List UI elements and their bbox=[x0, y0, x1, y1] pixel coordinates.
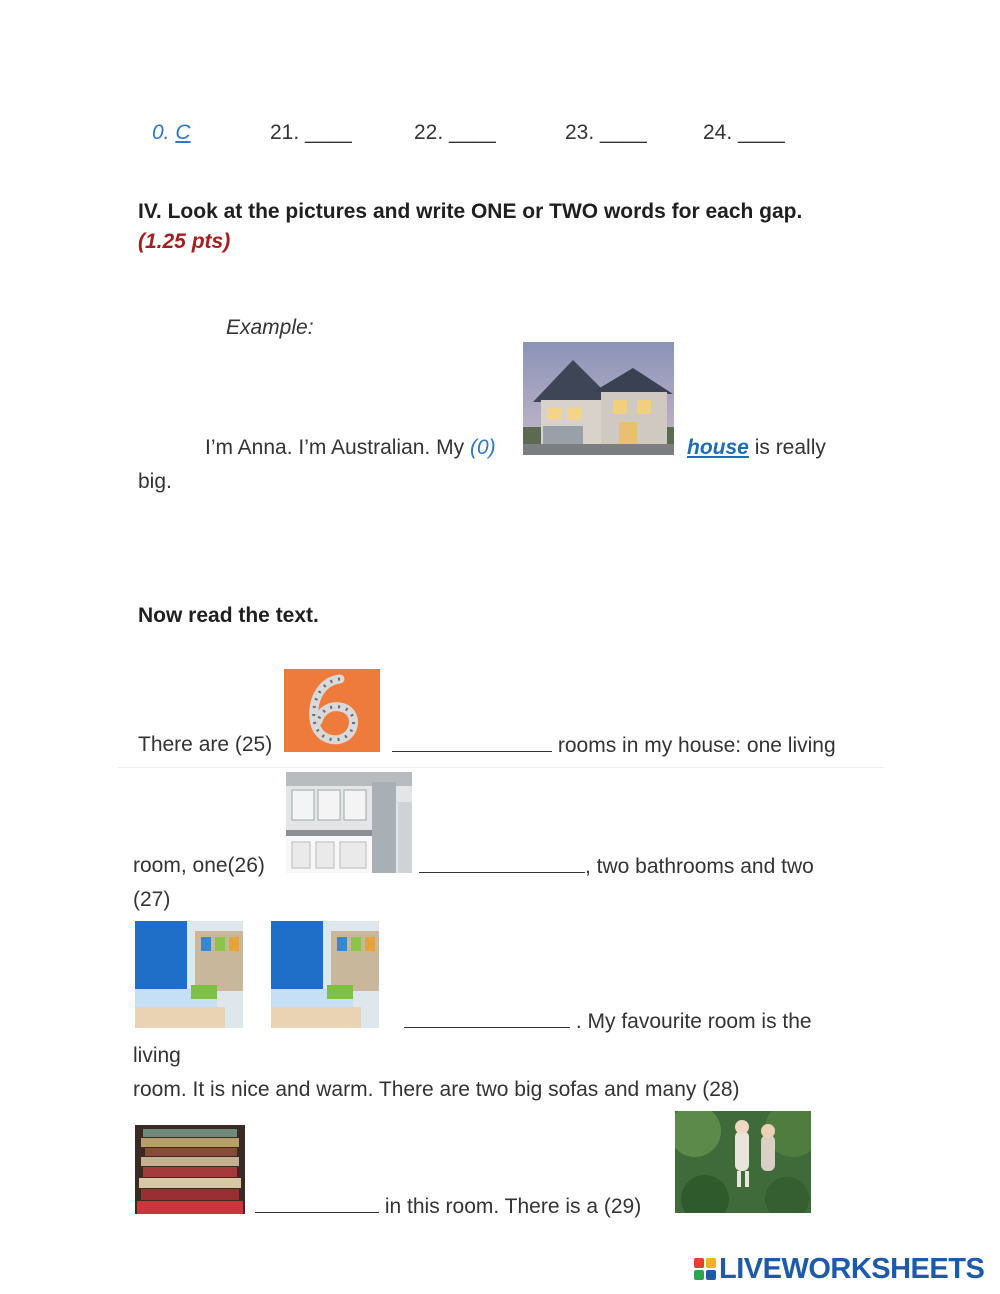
example-line-start: I’m Anna. I’m Australian. My bbox=[205, 436, 465, 459]
house-photo bbox=[523, 342, 674, 455]
number-six-picture bbox=[284, 669, 380, 752]
liveworksheets-logo bbox=[694, 1253, 984, 1285]
example-answer bbox=[152, 121, 191, 145]
section-points: (1.25 pts) bbox=[138, 230, 231, 253]
text-line-25-end bbox=[392, 733, 836, 758]
text-line-25-tail: rooms in my house: one living bbox=[557, 734, 836, 757]
example-line-end: is really bbox=[754, 436, 826, 459]
answer-slot-21[interactable]: 21. ____ bbox=[270, 121, 352, 144]
text-line-26-end bbox=[419, 854, 814, 879]
example-answer-letter: C bbox=[175, 121, 191, 144]
example-answer-text: 0. C bbox=[152, 121, 191, 144]
text-line-26-tail: , two bathrooms and two bbox=[585, 855, 814, 878]
text-line-29 bbox=[255, 1194, 641, 1219]
divider bbox=[118, 767, 884, 768]
example-label: Example: bbox=[226, 316, 314, 339]
text-line-28: room. It is nice and warm. There are two big sofas and many (28) bbox=[133, 1078, 740, 1101]
section-heading: IV. Look at the pictures and write ONE or TWO words for each gap. bbox=[138, 200, 803, 223]
example-wrap: big. bbox=[138, 470, 172, 493]
example-line-right bbox=[687, 436, 826, 460]
gap-27[interactable] bbox=[404, 1009, 570, 1028]
text-line-27-tail: . My favourite room is the bbox=[575, 1010, 812, 1033]
books-photo bbox=[135, 1125, 245, 1214]
bedroom-photo bbox=[135, 921, 243, 1028]
text-line-living: living bbox=[133, 1044, 181, 1067]
bedroom-photo bbox=[271, 921, 379, 1028]
brand-name: LIVEWORKSHEETS bbox=[719, 1252, 985, 1285]
garden-photo bbox=[675, 1111, 811, 1213]
example-answer-word: house bbox=[687, 436, 749, 459]
gap-25[interactable] bbox=[392, 733, 552, 752]
example-line bbox=[205, 436, 496, 460]
logo-mark-icon bbox=[694, 1258, 716, 1280]
example-marker: (0) bbox=[469, 436, 496, 459]
text-line-27-marker: (27) bbox=[133, 888, 171, 911]
gap-26[interactable] bbox=[419, 854, 585, 873]
text-line-25-start: There are (25) bbox=[138, 733, 273, 756]
answer-slot-23[interactable]: 23. ____ bbox=[565, 121, 647, 144]
instruction: Now read the text. bbox=[138, 604, 319, 627]
text-line-29-mid: in this room. There is a (29) bbox=[384, 1195, 642, 1218]
text-line-26-start: room, one(26) bbox=[133, 854, 265, 877]
answer-slot-24[interactable]: 24. ____ bbox=[703, 121, 785, 144]
text-line-27-end bbox=[404, 1009, 812, 1034]
kitchen-photo bbox=[286, 772, 412, 873]
gap-28[interactable] bbox=[255, 1194, 379, 1213]
answer-slot-22[interactable]: 22. ____ bbox=[414, 121, 496, 144]
